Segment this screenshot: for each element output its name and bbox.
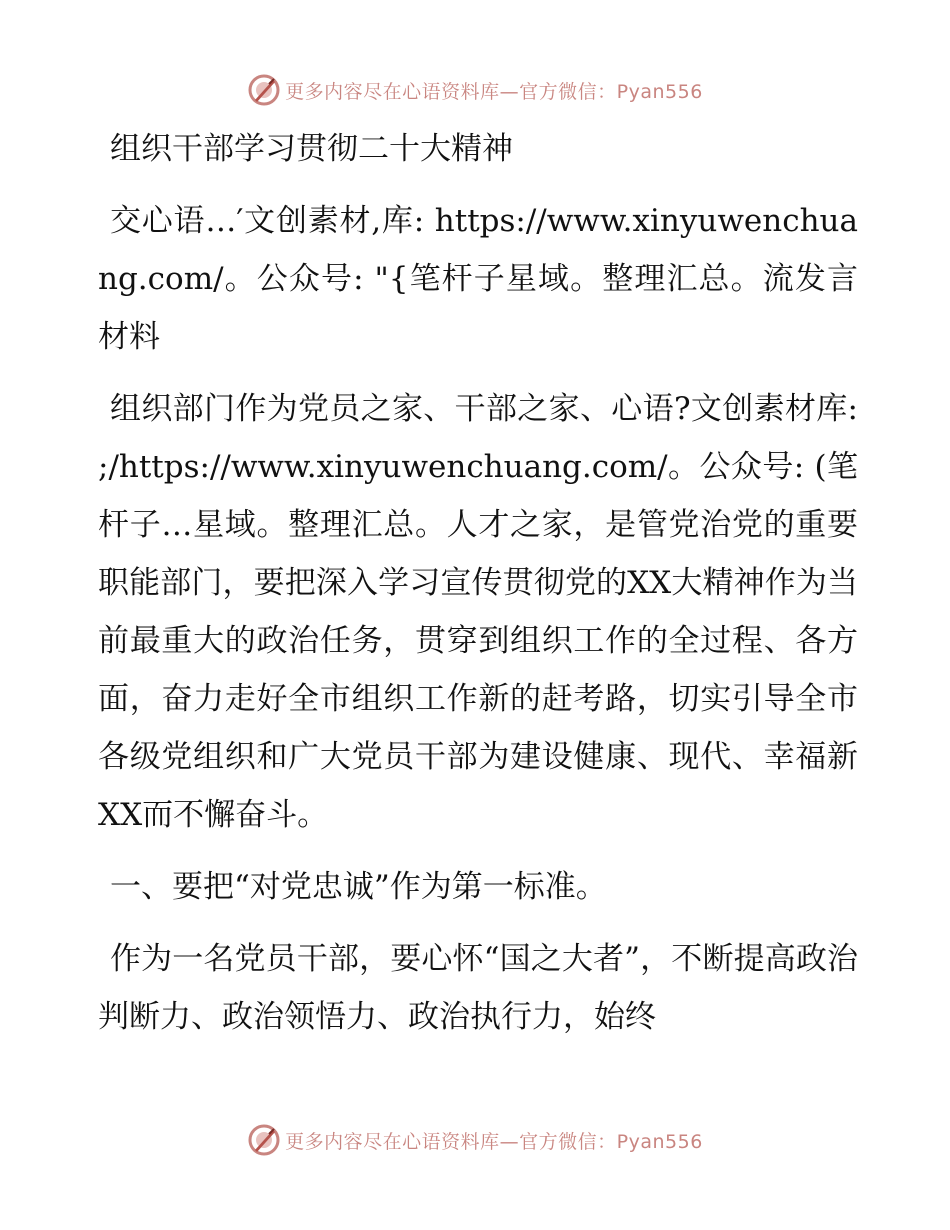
watermark-wechat-id: Pyan556	[616, 1130, 703, 1153]
watermark-wechat-id: Pyan556	[616, 80, 703, 103]
footer-watermark	[0, 1120, 950, 1160]
watermark-text: 更多内容尽在心语资料库—官方微信：	[285, 1130, 617, 1153]
pen-logo-icon	[247, 73, 281, 107]
document-title: 组织干部学习贯彻二十大精神	[110, 131, 513, 167]
document-body	[98, 120, 858, 1060]
source-line: 交心语…′文创素材,库: https://www.xinyuwenchuang.com/。公众号: "{笔杆子星域。整理汇总。流发言材料	[98, 203, 858, 355]
pen-logo-icon	[247, 1123, 281, 1157]
section-1-heading: 一、要把“对党忠诚”作为第一标准。	[110, 869, 607, 905]
header-watermark	[0, 70, 950, 110]
paragraph-1: 组织部门作为党员之家、干部之家、心语?文创素材库: ;/https://www.xinyuwenchuang.com/。公众号: (笔杆子…星域。整理汇总。人才之家，是管党治党的重要职能部门，要把深入学习宣传贯彻党的XX大精神作为当前最重大的政治任务，贯穿到组织工作的全过程、各方面，奋力走好全市组织工作新的赶考路，切实引导全市各级党组织和广大党员干部为建设健康、现代、幸福新XX而不懈奋斗。	[98, 391, 858, 833]
watermark-text: 更多内容尽在心语资料库—官方微信：	[285, 80, 617, 103]
paragraph-2: 作为一名党员干部，要心怀“国之大者”，不断提高政治判断力、政治领悟力、政治执行力，始终	[98, 941, 858, 1035]
